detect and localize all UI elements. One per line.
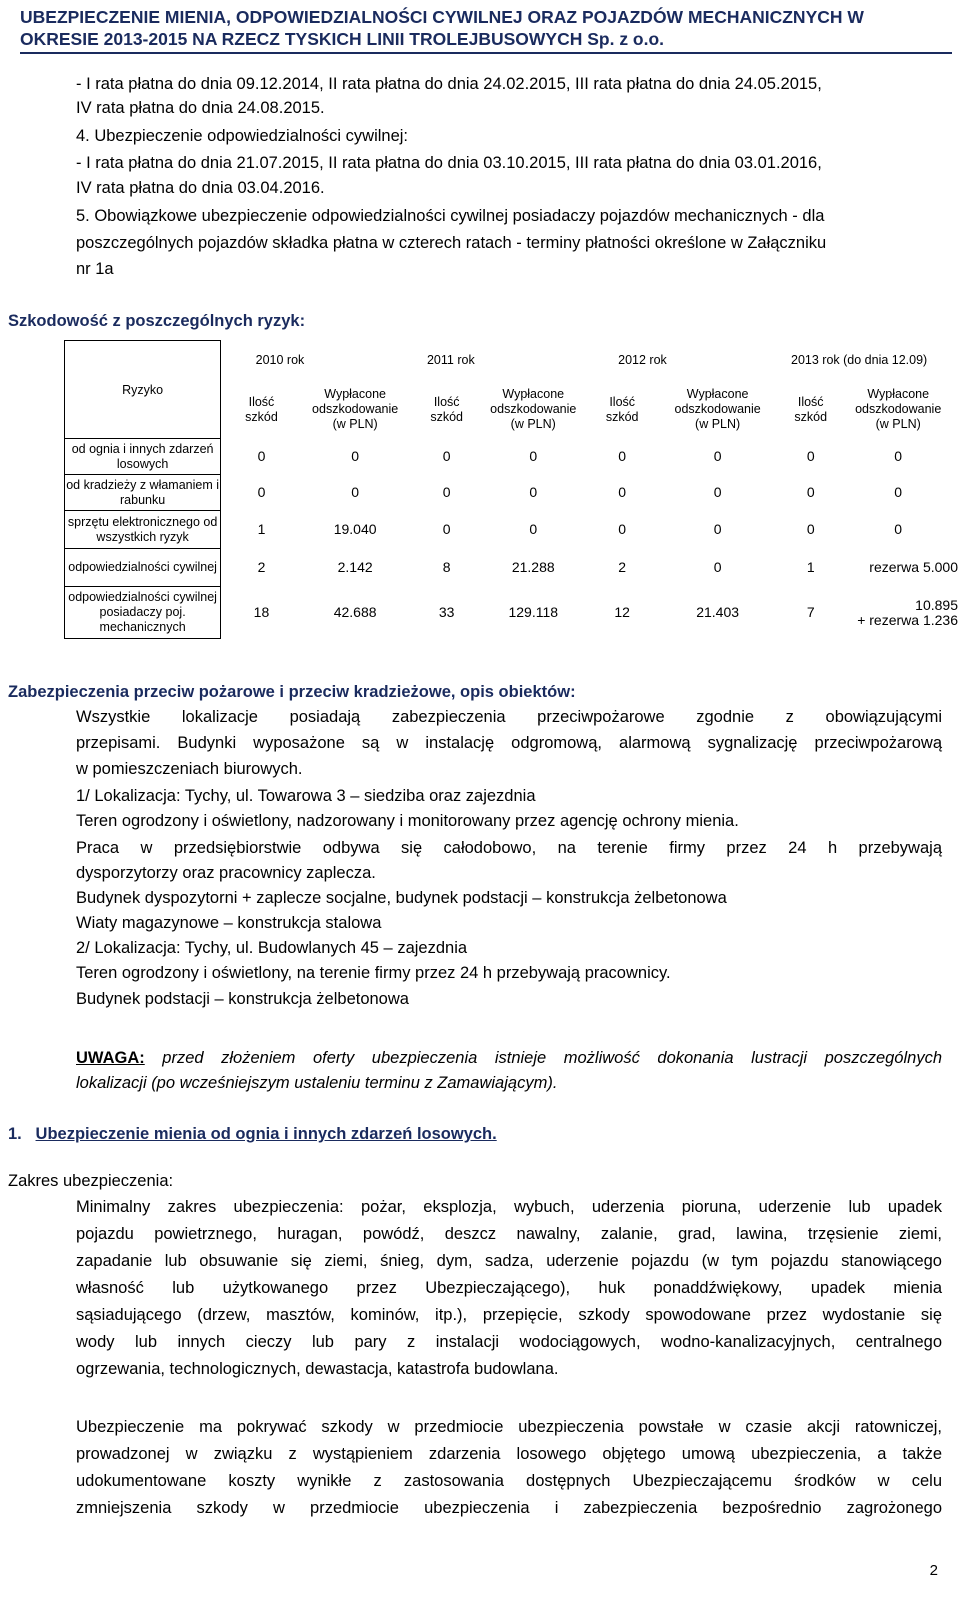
cell: 0: [442, 448, 451, 464]
count-header-2011: Ilość szkód: [430, 394, 464, 424]
cell: 0: [257, 448, 266, 464]
risk-column-header: Ryzyko: [65, 381, 221, 439]
paid-header-2012: Wypłacone odszkodowanie (w PLN): [674, 387, 761, 431]
cell: 0: [713, 484, 722, 500]
year-2011: 2011 rok: [426, 353, 475, 367]
cell: 0: [351, 448, 360, 464]
risk-fire: od ognia i innych zdarzeń losowych: [65, 439, 221, 475]
paid-header-2011: Wypłacone odszkodowanie (w PLN): [490, 387, 577, 431]
cell: 0: [529, 448, 538, 464]
security-p1-line1: Wszystkie lokalizacje posiadają zabezpieczenia przeciwpożarowe zgodnie z obowiązującymi: [76, 708, 942, 726]
intro-line-3: 4. Ubezpieczenie odpowiedzialności cywilnej:: [76, 127, 409, 145]
cell: rezerwa 5.000: [869, 559, 958, 575]
year-2012: 2012 rok: [618, 353, 667, 367]
cell: 33: [438, 604, 455, 620]
paid-header-2013: Wypłacone odszkodowanie (w PLN): [855, 387, 942, 431]
cell: 0: [351, 484, 360, 500]
intro-line-4: - I rata płatna do dnia 21.07.2015, II rata płatna do dnia 03.10.2015, III rata płatna do dnia 03.01.2016,: [76, 154, 822, 172]
risk-header-spacer: [65, 341, 221, 381]
uwaga-note: [76, 1046, 942, 1096]
location-1-work-line2: dysporzytorzy oraz pracownicy zaplecza.: [76, 864, 376, 882]
scope-heading: Zakres ubezpieczenia:: [8, 1172, 174, 1190]
location-1-work-line1: Praca w przedsiębiorstwie odbywa się całodobowo, na terenie firmy przez 24 h przebywają: [76, 839, 942, 857]
count-header-2010: Ilość szkód: [245, 394, 278, 424]
cell: 0: [806, 521, 815, 537]
scope-p1-line5: sąsiadującego (drzew, masztów, kominów, itp.), przepięcie, szkody spowodowane przez wydostanie się: [76, 1306, 942, 1324]
intro-line-6: 5. Obowiązkowe ubezpieczenie odpowiedzialności cywilnej posiadaczy pojazdów mechanicznych - dla: [76, 207, 825, 225]
cell: 21.288: [511, 559, 555, 575]
scope-p1-line7: ogrzewania, technologicznych, dewastacja, katastrofa budowlana.: [76, 1360, 559, 1378]
location-2-building: Budynek podstacji – konstrukcja żelbetonowa: [76, 990, 409, 1008]
cell: 19.040: [333, 521, 377, 537]
risk-electronics: sprzętu elektronicznego od wszystkich ryzyk: [65, 511, 221, 549]
section-1-title: Ubezpieczenie mienia od ognia i innych zdarzeń losowych.: [35, 1125, 497, 1143]
scope-p2-line1: Ubezpieczenie ma pokrywać szkody w przedmiocie ubezpieczenia powstałe w czasie akcji ratowniczej,: [76, 1418, 942, 1436]
table-row: [65, 439, 960, 475]
cell: 18: [253, 604, 270, 620]
cell: 0: [894, 448, 903, 464]
uwaga-text-2: lokalizacji (po wcześniejszym ustaleniu terminu z Zamawiającym).: [76, 1074, 558, 1092]
location-1-fence: Teren ogrodzony i oświetlony, nadzorowany i monitorowany przez agencję ochrony mienia.: [76, 812, 739, 830]
scope-p2-line3: udokumentowane koszty wynikłe z zastosowania dostępnych Ubezpieczającemu środków w celu: [76, 1472, 942, 1490]
location-1-sheds: Wiaty magazynowe – konstrukcja stalowa: [76, 914, 382, 932]
header-divider: [20, 52, 952, 54]
uwaga-label: UWAGA:: [76, 1049, 145, 1067]
cell: 0: [442, 521, 451, 537]
cell: 2: [257, 559, 266, 575]
cell: 10.895 + rezerwa 1.236: [857, 596, 958, 628]
location-1-title: 1/ Lokalizacja: Tychy, ul. Towarowa 3 – siedziba oraz zajezdnia: [76, 787, 536, 805]
intro-line-7: poszczególnych pojazdów składka płatna w czterech ratach - terminy płatności określone w Załączniku: [76, 234, 827, 252]
uwaga-text-1: przed złożeniem oferty ubezpieczenia istnieje możliwość dokonania lustracji poszczególnych: [144, 1049, 942, 1067]
cell: 0: [618, 484, 627, 500]
location-1-building: Budynek dyspozytorni + zaplecze socjalne, budynek podstacji – konstrukcja żelbetonowa: [76, 889, 727, 907]
intro-line-8: nr 1a: [76, 260, 114, 278]
cell: 0: [713, 448, 722, 464]
risk-liability: odpowiedzialności cywilnej: [65, 549, 221, 587]
year-2013: 2013 rok (do dnia 12.09): [791, 353, 928, 367]
document-header: [20, 6, 950, 50]
cell: 1: [806, 559, 815, 575]
table-row: [65, 549, 960, 587]
security-heading: Zabezpieczenia przeciw pożarowe i przeciw kradzieżowe, opis obiektów:: [8, 683, 576, 701]
table-row: [65, 475, 960, 511]
paid-header-2010: Wypłacone odszkodowanie (w PLN): [312, 387, 399, 431]
scope-p1-line6: wody lub innych cieczy lub pary z instalacji wodociągowych, wodno-kanalizacyjnych, centralnego: [76, 1333, 942, 1351]
cell: 0: [806, 484, 815, 500]
cell: 12: [614, 604, 630, 620]
cell: 0: [529, 484, 538, 500]
location-2-fence: Teren ogrodzony i oświetlony, na terenie firmy przez 24 h przebywają pracownicy.: [76, 964, 671, 982]
claims-table: [64, 340, 960, 639]
cell: 42.688: [333, 604, 377, 620]
cell: 1: [257, 521, 266, 537]
location-2-title: 2/ Lokalizacja: Tychy, ul. Budowlanych 45 – zajezdnia: [76, 939, 468, 957]
scope-p1-line3: zapadanie lub obsuwanie się ziemi, śnieg, dym, sadza, uderzenie pojazdu (w tym pojazdu stanowiącego: [76, 1252, 942, 1270]
header-line-2: OKRESIE 2013-2015 NA RZECZ TYSKICH LINII TROLEJBUSOWYCH Sp. z o.o.: [20, 29, 665, 49]
count-header-2013: Ilość szkód: [794, 394, 828, 424]
cell: 0: [806, 448, 815, 464]
risk-theft: od kradzieży z włamaniem i rabunku: [65, 475, 221, 511]
table-row: [65, 587, 960, 639]
cell: 129.118: [508, 604, 559, 620]
year-2010: 2010 rok: [255, 353, 305, 367]
claims-heading: Szkodowość z poszczególnych ryzyk:: [8, 312, 306, 330]
scope-p1-line2: pojazdu powietrznego, huragan, powódź, deszcz nawalny, zalanie, grad, lawina, trzęsienie ziemi,: [76, 1225, 942, 1243]
cell: 0: [618, 521, 627, 537]
scope-p1-line1: Minimalny zakres ubezpieczenia: pożar, eksplozja, wybuch, uderzenia pioruna, uderzenie lub upadek: [76, 1198, 942, 1216]
scope-p2-line2: prowadzonej w związku z wystąpieniem zdarzenia losowego objętego umową ubezpieczenia, a także: [76, 1445, 942, 1463]
risk-motor-liability: odpowiedzialności cywilnej posiadaczy poj. mechanicznych: [65, 587, 221, 639]
intro-line-1: - I rata płatna do dnia 09.12.2014, II rata płatna do dnia 24.02.2015, III rata płatna do dnia 24.05.2015,: [76, 75, 822, 93]
page-number: 2: [929, 1562, 938, 1579]
count-header-2012: Ilość szkód: [605, 394, 639, 424]
cell: 0: [894, 521, 903, 537]
cell: 0: [442, 484, 451, 500]
cell: 0: [713, 559, 722, 575]
scope-p1-line4: własność lub użytkowanego przez Ubezpieczającego), huk ponaddźwiękowy, upadek mienia: [76, 1279, 942, 1297]
cell: 2: [618, 559, 627, 575]
cell: 0: [257, 484, 266, 500]
intro-line-5: IV rata płatna do dnia 03.04.2016.: [76, 179, 325, 197]
header-line-1: UBEZPIECZENIE MIENIA, ODPOWIEDZIALNOŚCI CYWILNEJ ORAZ POJAZDÓW MECHANICZNYCH W: [20, 7, 864, 27]
security-p1-line2: przepisami. Budynki wyposażone są w instalację odgromową, alarmową sygnalizację przeciwpożarową: [76, 734, 942, 752]
table-row: [65, 511, 960, 549]
cell: 21.403: [696, 604, 740, 620]
cell: 8: [442, 559, 451, 575]
cell: 0: [713, 521, 722, 537]
scope-p2-line4: zmniejszenia szkody w przedmiocie ubezpieczenia i zabezpieczenia bezpośrednio zagrożonego: [76, 1499, 942, 1517]
security-p1-line3: w pomieszczeniach biurowych.: [76, 760, 303, 778]
section-1-number: 1.: [8, 1125, 22, 1143]
section-1-heading: [8, 1124, 497, 1144]
intro-line-2: IV rata płatna do dnia 24.08.2015.: [76, 99, 325, 117]
cell: 7: [806, 604, 815, 620]
cell: 0: [529, 521, 538, 537]
cell: 2.142: [337, 559, 373, 575]
cell: 0: [894, 484, 903, 500]
cell: 0: [618, 448, 627, 464]
